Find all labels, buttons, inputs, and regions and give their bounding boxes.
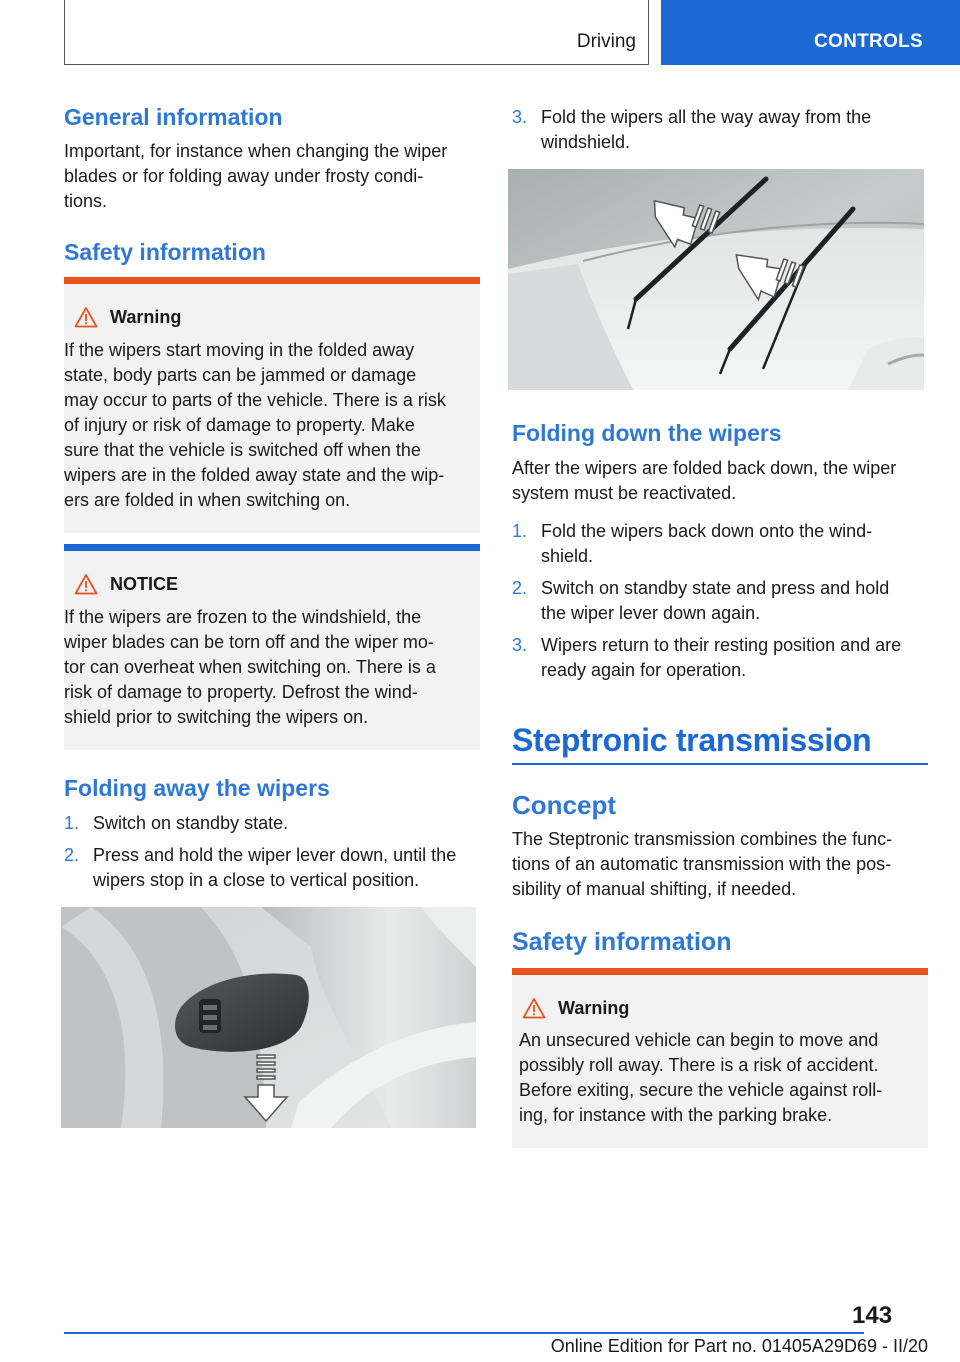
general-info-heading: General information (64, 104, 283, 130)
wiper-lever-illustration (61, 907, 476, 1128)
notice-title: NOTICE (110, 574, 179, 594)
footer-rule (64, 1332, 864, 1334)
folding-down-body: After the wipers are folded back down, the wiper system must be reactivated. (512, 458, 897, 503)
wiper-lever-image (61, 907, 476, 1128)
warning-title: Warning (558, 998, 630, 1018)
warning-title: Warning (110, 307, 182, 327)
concept-body: The Steptronic transmission combines the func- tions of an automatic transmission with the pos- sibility of manual shifting, if needed. (512, 829, 893, 899)
safety-info-heading-right: Safety information (512, 928, 732, 956)
notice-box (64, 544, 480, 750)
warning-icon (522, 997, 546, 1019)
steptronic-rule (512, 763, 928, 765)
page-number: 143 (852, 1302, 893, 1329)
notice-icon (74, 573, 98, 595)
warning-body: If the wipers start moving in the folded away state, body parts can be jammed or damage may occur to parts of the vehicle. There is a risk of injury or risk of damage to property. Make sure that the vehicle is switched off when the wipers are in the folded away state and the wip- ers are folded in when switching on. (64, 340, 446, 510)
general-info-body: Important, for instance when changing the wiper blades or for folding away under frosty condi- tions. (64, 141, 448, 211)
folding-down-heading: Folding down the wipers (512, 420, 782, 446)
steptronic-heading: Steptronic transmission (512, 722, 872, 758)
safety-info-heading-left: Safety information (64, 239, 266, 265)
warning-box-left (64, 277, 480, 533)
header-section-label: Driving (576, 31, 636, 52)
warning-bar (512, 968, 928, 975)
footer-edition: Online Edition for Part no. 01405A29D69 - II/20 (550, 1336, 928, 1356)
concept-heading: Concept (512, 790, 616, 820)
windshield-wipers-illustration (508, 169, 924, 390)
notice-body: If the wipers are frozen to the windshield, the wiper blades can be torn off and the wiper mo- tor can overheat when switching on. There is a risk of damage to property. Defrost the wind- shield prior to switching the wipers on. (64, 607, 436, 727)
notice-bar (64, 544, 480, 551)
header-chapter-tab[interactable]: CONTROLS (661, 0, 960, 65)
folding-away-heading: Folding away the wipers (64, 775, 330, 801)
warning-icon (74, 306, 98, 328)
warning-box-right (512, 968, 928, 1148)
windshield-wipers-image (508, 169, 924, 390)
warning-body: An unsecured vehicle can begin to move and possibly roll away. There is a risk of accident. Before exiting, secure the vehicle against roll- ing, for instance with the parking brake. (519, 1030, 883, 1125)
warning-bar (64, 277, 480, 284)
